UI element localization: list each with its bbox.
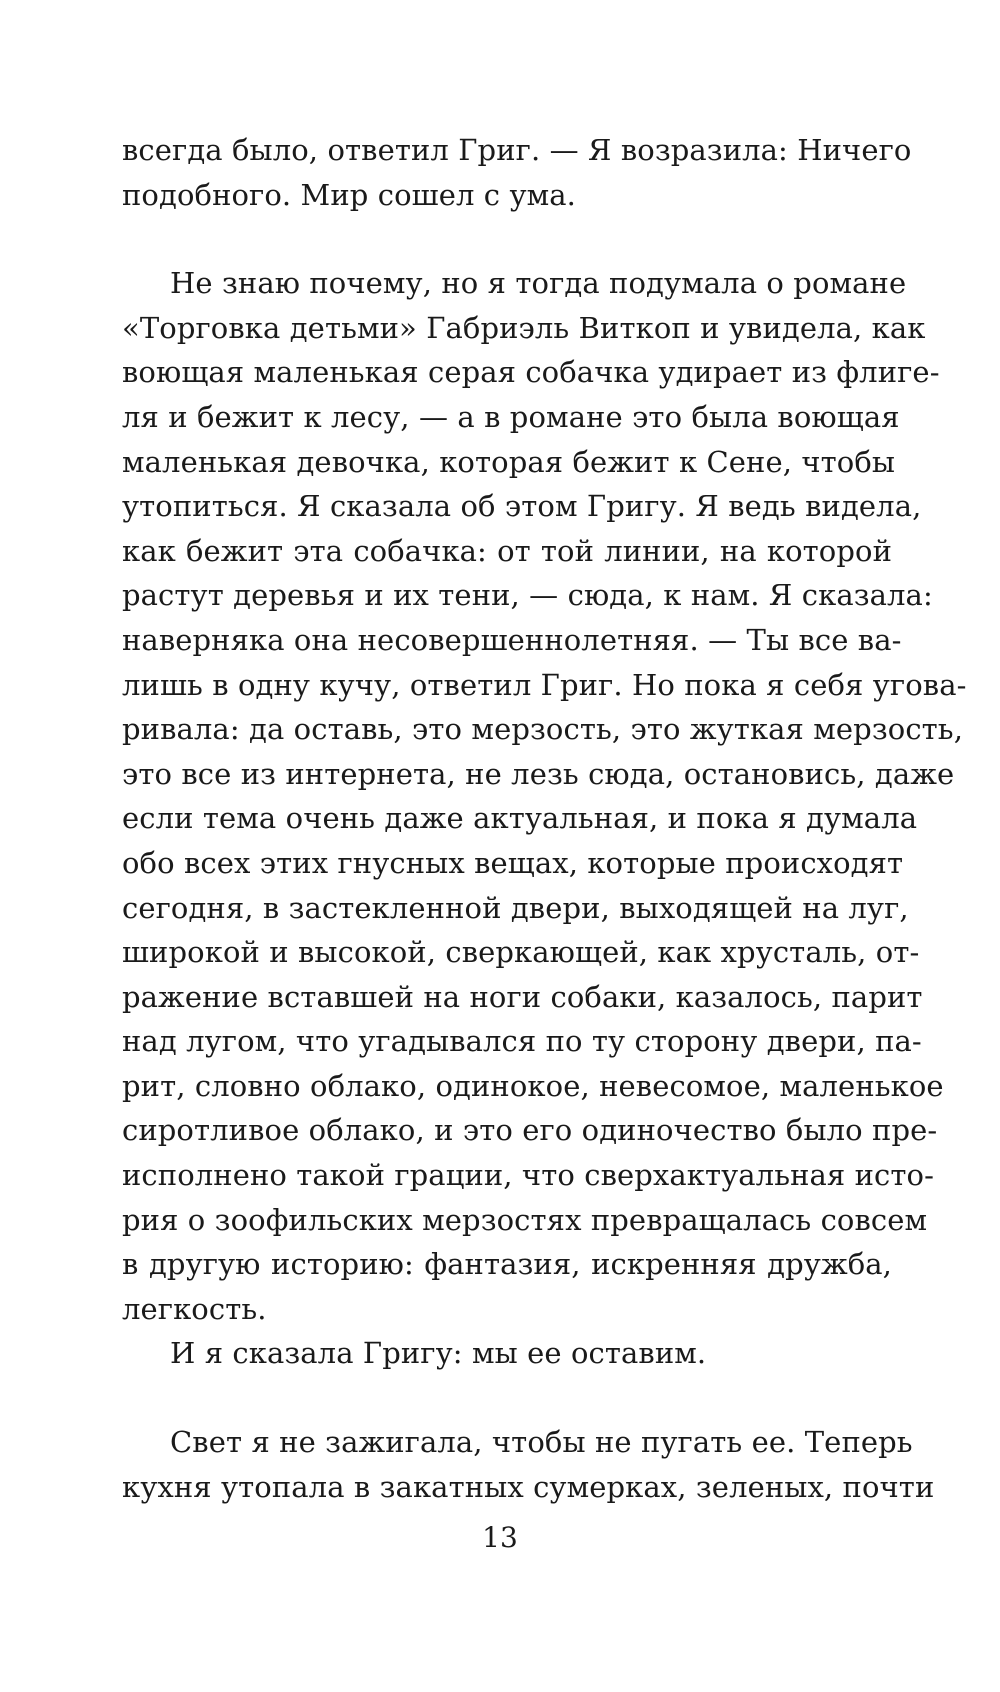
section-break bbox=[122, 1376, 892, 1420]
text-line: ривала: да оставь, это мерзость, это жуткая мерзость, bbox=[122, 712, 964, 747]
text-line: рия о зоофильских мерзостях превращалась совсем bbox=[122, 1202, 928, 1237]
text-line: исполнено такой грации, что сверхактуальная исто- bbox=[122, 1158, 935, 1193]
text-line: ражение вставшей на ноги собаки, казалось, парит bbox=[122, 979, 923, 1014]
text-line: воющая маленькая серая собачка удирает из флиге- bbox=[122, 355, 940, 390]
text-line: сиротливое облако, и это его одиночество было пре- bbox=[122, 1113, 938, 1148]
text-line: обо всех этих гнусных вещах, которые происходят bbox=[122, 845, 904, 880]
text-line: растут деревья и их тени, — сюда, к нам. Я сказала: bbox=[122, 578, 933, 613]
text-line: в другую историю: фантазия, искренняя дружба, bbox=[122, 1247, 892, 1282]
text-line: если тема очень даже актуальная, и пока я думала bbox=[122, 801, 918, 836]
text-line: наверняка она несовершеннолетняя. — Ты все ва- bbox=[122, 622, 902, 657]
section-break bbox=[122, 217, 892, 261]
text-line: над лугом, что угадывался по ту сторону двери, па- bbox=[122, 1024, 922, 1059]
text-line: широкой и высокой, сверкающей, как хрусталь, от- bbox=[122, 935, 920, 970]
text-line: как бежит эта собачка: от той линии, на которой bbox=[122, 533, 892, 568]
text-line: ля и бежит к лесу, — а в романе это была воющая bbox=[122, 399, 900, 434]
text-line: легкость. bbox=[122, 1291, 267, 1326]
text-line: И я сказала Григу: мы ее оставим. bbox=[170, 1336, 707, 1371]
text-line: сегодня, в застекленной двери, выходящей на луг, bbox=[122, 890, 909, 925]
text-line: рит, словно облако, одинокое, невесомое, маленькое bbox=[122, 1068, 944, 1103]
text-line: всегда было, ответил Григ. — Я возразила: Ничего bbox=[122, 133, 912, 167]
text-line: это все из интернета, не лезь сюда, остановись, даже bbox=[122, 756, 955, 791]
text-line: утопиться. Я сказала об этом Григу. Я ведь видела, bbox=[122, 489, 922, 524]
text-line: Свет я не зажигала, чтобы не пугать ее. Теперь bbox=[170, 1425, 913, 1460]
text-line: лишь в одну кучу, ответил Григ. Но пока я себя угова- bbox=[122, 667, 967, 702]
text-line: кухня утопала в закатных сумерках, зеленых, почти bbox=[122, 1469, 935, 1504]
text-line: подобного. Мир сошел с ума. bbox=[122, 177, 576, 212]
text-line: «Торговка детьми» Габриэль Виткоп и увидела, как bbox=[122, 310, 926, 345]
text-line: маленькая девочка, которая бежит к Сене, чтобы bbox=[122, 444, 896, 479]
page-body-text bbox=[122, 128, 967, 1509]
text-line: Не знаю почему, но я тогда подумала о романе bbox=[170, 266, 907, 301]
page-number: 13 bbox=[482, 1521, 518, 1554]
